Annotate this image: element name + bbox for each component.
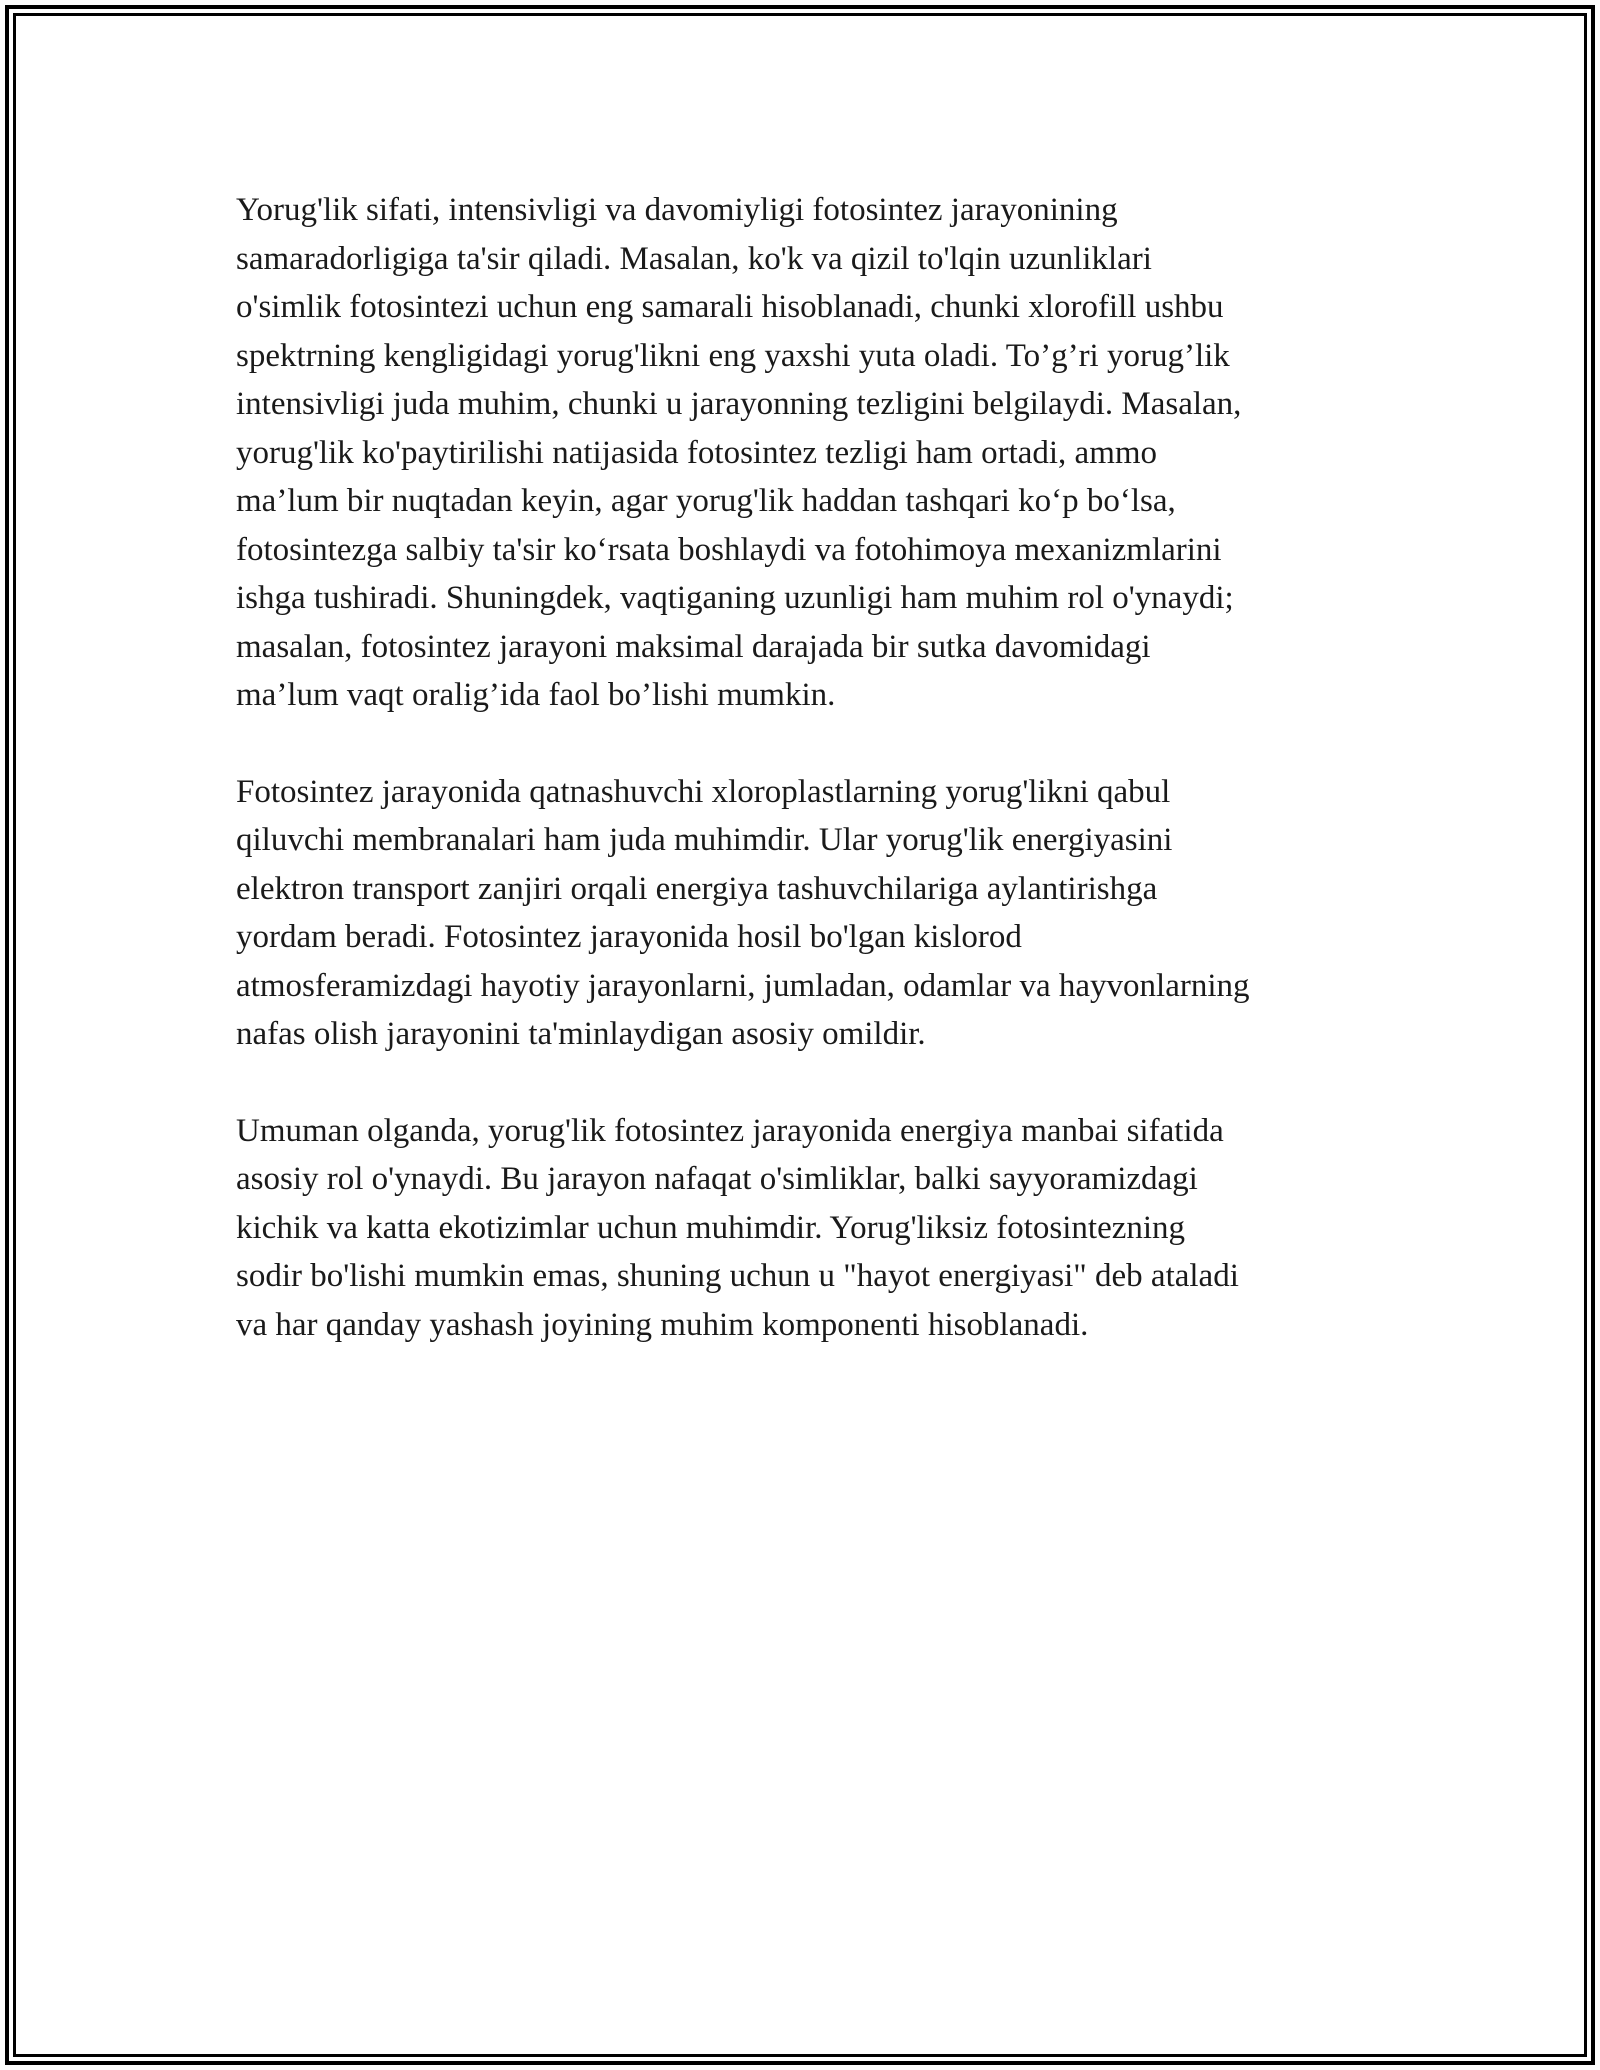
paragraph-conclusion: Umuman olganda, yorug'lik fotosintez jarayonida energiya manbai sifatida asosiy rol o'ynaydi. Bu jarayon nafaqat o'simliklar, balki sayyoramizdagi kichik va katta ekotizimlar uchun muhimdir. Yorug'liksiz fotosintezning sodir bo'lishi mumkin emas, shuning uchun u "hayot energiyasi" deb ataladi va har qanday yashash joyining muhim komponenti hisoblanadi.	[236, 1112, 1239, 1343]
document-body	[236, 186, 1386, 1397]
paragraph-chloroplast-membranes: Fotosintez jarayonida qatnashuvchi xloroplastlarning yorug'likni qabul qiluvchi membranalari ham juda muhimdir. Ular yorug'lik energiyasini elektron transport zanjiri orqali energiya tashuvchilariga aylantirishga yordam beradi. Fotosintez jarayonida hosil bo'lgan kislorod atmosferamizdagi hayotiy jarayonlarni, jumladan, odamlar va hayvonlarning nafas olish jarayonini ta'minlaydigan asosiy omildir.	[236, 773, 1250, 1052]
paragraph-light-quality: Yorug'lik sifati, intensivligi va davomiyligi fotosintez jarayonining samaradorligiga ta'sir qiladi. Masalan, ko'k va qizil to'lqin uzunliklari o'simlik fotosintezi uchun eng samarali hisoblanadi, chunki xlorofill ushbu spektrning kengligidagi yorug'likni eng yaxshi yuta oladi. To’g’ri yorug’lik intensivligi juda muhim, chunki u jarayonning tezligini belgilaydi. Masalan, yorug'lik ko'paytirilishi natijasida fotosintez tezligi ham ortadi, ammo ma’lum bir nuqtadan keyin, agar yorug'lik haddan tashqari ko‘p bo‘lsa, fotosintezga salbiy ta'sir ko‘rsata boshlaydi va fotohimoya mexanizmlarini ishga tushiradi. Shuningdek, vaqtiganing uzunligi ham muhim rol o'ynaydi; masalan, fotosintez jarayoni maksimal darajada bir sutka davomidagi ma’lum vaqt oralig’ida faol bo’lishi mumkin.	[236, 192, 1242, 713]
